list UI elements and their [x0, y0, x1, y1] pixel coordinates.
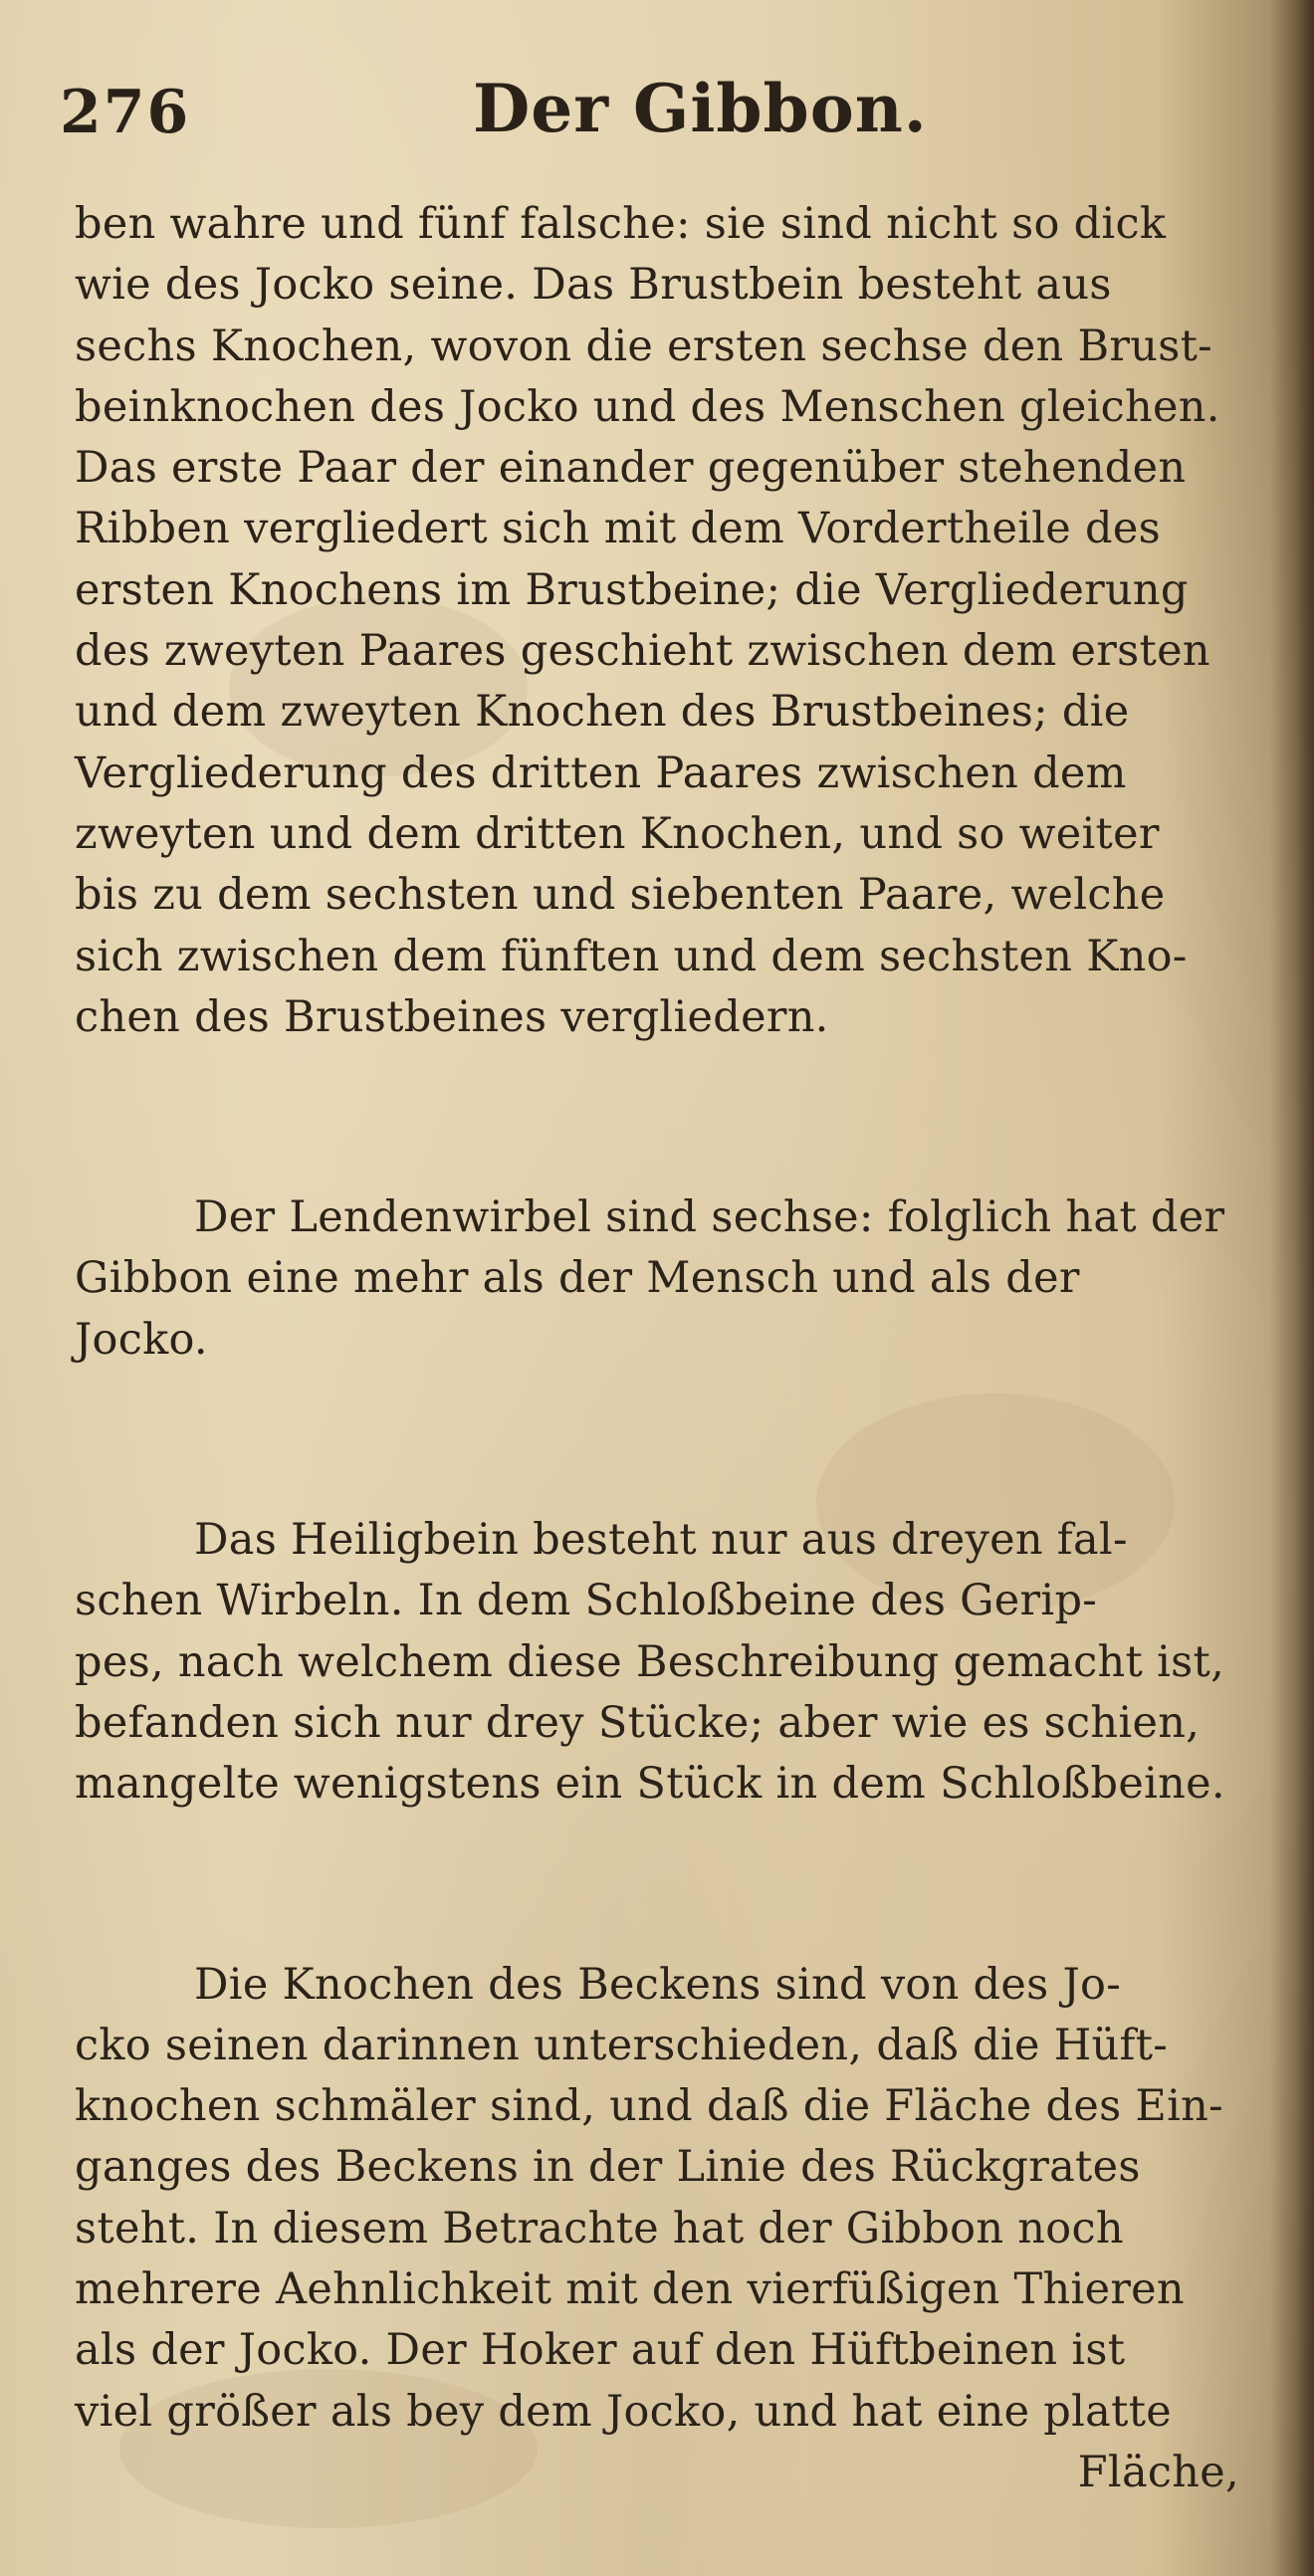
body-text [75, 194, 1269, 2503]
text-line: Das Heiligbein besteht nur aus dreyen fal- [194, 1515, 1128, 1566]
text-line: Gibbon eine mehr als der Mensch und als der [75, 1253, 1080, 1304]
paragraph-lumbar [75, 1187, 1269, 1371]
paragraph-pelvis [75, 1955, 1269, 2443]
text-line: knochen schmäler sind, und daß die Fläche des Ein- [75, 2081, 1223, 2132]
text-line: befanden sich nur drey Stücke; aber wie es schien, [75, 1697, 1201, 1748]
running-head: Der Gibbon. [473, 70, 928, 147]
catchword: Fläche, [1077, 2447, 1239, 2497]
text-line: Das erste Paar der einander gegenüber stehenden [75, 443, 1187, 494]
text-line: ersten Knochens im Brustbeine; die Vergliederung [75, 564, 1189, 615]
text-line: steht. In diesem Betrachte hat der Gibbon noch [75, 2203, 1124, 2254]
text-line: schen Wirbeln. In dem Schloßbeine des Gerip- [75, 1576, 1098, 1626]
text-line: zweyten und dem dritten Knochen, und so weiter [75, 808, 1160, 859]
paragraph-gap [75, 1816, 1269, 1955]
text-line: Vergliederung des dritten Paares zwischen dem [75, 748, 1127, 798]
text-line: cko seinen darinnen unterschieden, daß die Hüft- [75, 2020, 1169, 2070]
text-line: wie des Jocko seine. Das Brustbein besteht aus [75, 260, 1112, 311]
text-line: viel größer als bey dem Jocko, und hat eine platte [75, 2386, 1173, 2437]
text-line: pes, nach welchem diese Beschreibung gemacht ist, [75, 1636, 1225, 1687]
page-header [60, 70, 1254, 159]
paragraph-gap [75, 1371, 1269, 1510]
paragraph-sacrum [75, 1510, 1269, 1815]
text-line: Ribben vergliedert sich mit dem Vordertheile des [75, 504, 1161, 554]
text-line: ben wahre und fünf falsche: sie sind nicht so dick [75, 199, 1167, 249]
text-line: beinknochen des Jocko und des Menschen gleichen. [75, 381, 1220, 432]
text-line: und dem zweyten Knochen des Brustbeines; die [75, 687, 1130, 738]
text-line: des zweyten Paares geschieht zwischen dem ersten [75, 626, 1210, 677]
text-line: mangelte wenigstens ein Stück in dem Schloßbeine. [75, 1759, 1225, 1810]
text-line: bis zu dem sechsten und siebenten Paare, welche [75, 870, 1166, 921]
text-line: chen des Brustbeines vergliedern. [75, 991, 829, 1042]
paragraph-ribs-sternum [75, 194, 1269, 1048]
text-line: sechs Knochen, wovon die ersten sechse den Brust- [75, 321, 1213, 371]
text-line: mehrere Aehnlichkeit mit den vierfüßigen Thieren [75, 2264, 1185, 2315]
paragraph-gap [75, 1048, 1269, 1187]
text-line: ganges des Beckens in der Linie des Rückgrates [75, 2142, 1141, 2193]
text-line: Der Lendenwirbel sind sechse: folglich hat der [194, 1192, 1225, 1243]
text-line: als der Jocko. Der Hoker auf den Hüftbeinen ist [75, 2325, 1126, 2376]
page-number: 276 [60, 78, 191, 147]
text-line: Die Knochen des Beckens sind von des Jo- [194, 1959, 1122, 2010]
text-line: Jocko. [75, 1314, 208, 1365]
text-line: sich zwischen dem fünften und dem sechsten Kno- [75, 931, 1188, 981]
page-edge-shadow [1269, 0, 1314, 2576]
